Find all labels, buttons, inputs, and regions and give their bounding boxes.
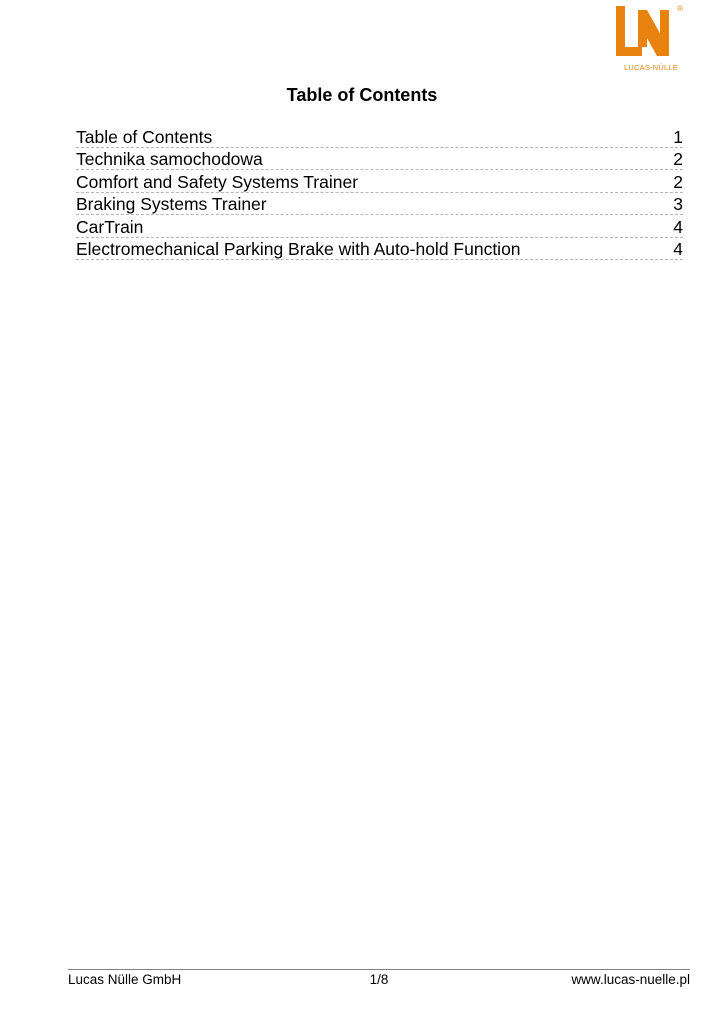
footer-company: Lucas Nülle GmbH: [68, 972, 182, 987]
toc-entry[interactable]: [76, 193, 683, 216]
toc-entry-page: 2: [673, 171, 683, 192]
toc-entry-page: 4: [673, 216, 683, 237]
toc-entry[interactable]: [76, 170, 683, 193]
toc-entry-page: 1: [673, 126, 683, 147]
page-title: Table of Contents: [286, 85, 438, 105]
toc-entry-label: Comfort and Safety Systems Trainer: [76, 171, 359, 192]
toc-entry-page: 3: [673, 194, 683, 214]
table-of-contents: [76, 125, 683, 260]
footer-page-indicator: 1/8: [369, 972, 389, 987]
logo-brand-text: LUCAS-NÜLLE: [624, 63, 678, 72]
ln-monogram-icon: [614, 4, 678, 62]
toc-entry-label: Table of Contents: [76, 126, 213, 147]
toc-entry[interactable]: [76, 125, 683, 148]
toc-entry-page: 2: [673, 149, 683, 169]
toc-entry-page: 4: [673, 239, 683, 259]
toc-entry-label: CarTrain: [76, 216, 144, 237]
toc-entry[interactable]: [76, 215, 683, 238]
toc-entry-label: Braking Systems Trainer: [76, 194, 267, 214]
lucas-nuelle-logo: [614, 4, 688, 76]
toc-entry[interactable]: [76, 148, 683, 171]
toc-entry-label: Electromechanical Parking Brake with Auto-hold Function: [76, 239, 521, 259]
page-footer: [68, 969, 690, 987]
registered-mark: ®: [677, 4, 683, 13]
toc-entry-label: Technika samochodowa: [76, 149, 263, 169]
toc-entry[interactable]: [76, 238, 683, 261]
footer-website-link[interactable]: www.lucas-nuelle.pl: [571, 972, 690, 987]
